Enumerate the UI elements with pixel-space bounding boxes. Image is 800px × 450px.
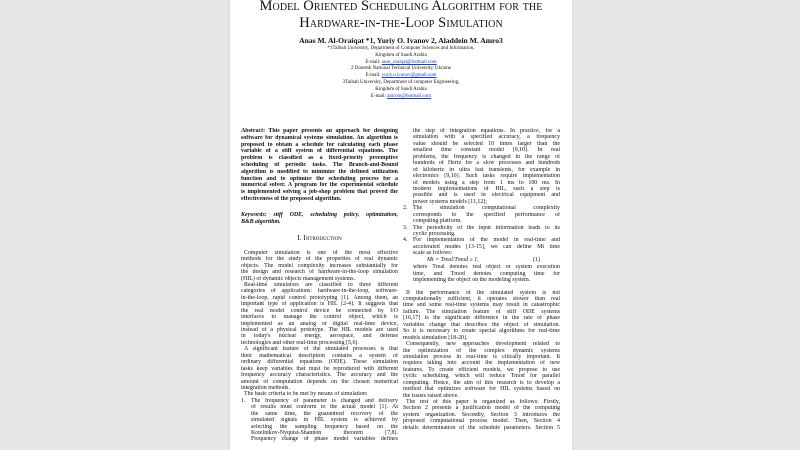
text-line: [16,17] is the significant difference in the rate of phase: [403, 315, 560, 322]
text-line: categories of applications: hardware-in-the-loop, software-: [241, 288, 398, 295]
text-line: in today's nuclear energy, aerospace, and defense: [241, 333, 398, 340]
text-line: The frequency of parameter is changed and delivery: [251, 397, 398, 404]
text-line: simulated signals in HIL system is achieved by: [251, 417, 398, 424]
text-line: Frequency change of phase model variables defines: [251, 436, 398, 443]
text-line: The rest of this paper is organized as follows: Firstly,: [406, 399, 560, 405]
affiliation-text: Kingdom of Saudi Arabia: [375, 52, 427, 58]
equation-number: (1): [533, 256, 540, 263]
text-line: of results must conform to the actual model [1]. At: [251, 404, 398, 411]
list-item: [403, 237, 560, 256]
text-line: software for dynamical systems simulation. An algorithm is: [241, 134, 398, 141]
text-line: failure. The simulation feature of stiff ODE systems: [403, 308, 560, 315]
left-column: [241, 128, 398, 443]
affiliation-line: [230, 80, 572, 87]
text-line: important type of application is HIL [2-4]. It suggests that: [241, 301, 398, 308]
text-line: integration methods.: [241, 384, 290, 391]
authors: Anas M. Al-Oraiqat *1, Yuriy O. Ivanov 2, Aladdein M. Amro3: [299, 36, 503, 45]
list-item-text: [413, 225, 560, 238]
text-line: where Treal denotes real object or system execution: [413, 264, 560, 271]
text-line: the design and research of hardware-in-the-loop simulation: [241, 269, 398, 276]
text-line: The periodicity of the input information leads to its: [413, 224, 560, 231]
affiliation-text: 3Taibah University, Department of computer Engineering,: [342, 79, 460, 85]
paragraph: [403, 399, 560, 431]
text-line: problem is classified as a fixed-priority preemptive: [241, 155, 398, 162]
text-line: The simulation computational complexity: [413, 205, 560, 212]
paragraph: [241, 346, 398, 391]
affiliations: [230, 46, 572, 100]
list-number: 3.: [403, 224, 408, 231]
text-line: For implementation of the model in real-time and: [413, 237, 560, 244]
text-line: computing. Hence, the aim of this research is to develop a: [403, 379, 560, 386]
affiliation-text: Kingdom of Saudi Arabia: [375, 86, 427, 92]
affiliation-line: [230, 53, 572, 60]
text-line: implementing the object on the modeling system.: [413, 277, 531, 284]
text-line: of models using a step from 1 ms to 100 ms. In: [413, 179, 560, 186]
affiliation-line: [230, 73, 572, 80]
text-line: time, and Tmod denotes computing time for: [413, 270, 560, 277]
text-line: proposed computational process model. Then, Section 4: [403, 418, 560, 425]
text-line: time and some real-time systems may result in catastrophic: [403, 302, 560, 309]
text-line: system organization. Secondly, Section 3 introduces the: [403, 411, 560, 418]
text-line: accelerated modes [13-15], we can define Mt time: [413, 243, 560, 250]
text-line: objects. The model complexity increases substantially for: [241, 262, 398, 269]
text-line: problems, the frequency is changed in the range of: [413, 153, 560, 160]
email-link[interactable]: anas_oraiqat@hotmail.com: [381, 59, 437, 65]
text-line: function and to optimize the scheduling process for a: [241, 175, 398, 182]
paper-page: [230, 0, 572, 450]
text-line: scheduling of periodic tasks. The Branch-and-Bound: [241, 161, 398, 168]
affiliation-text: E-mail:: [365, 59, 382, 65]
text-line: possible and is used in electrical equipment and: [413, 192, 560, 199]
affiliation-text: E-mail:: [370, 93, 388, 99]
text-line: computationally sufficient, it operates slower than real: [403, 296, 560, 302]
text-line: Consequently, new approaches development related to: [406, 341, 560, 348]
text-line: corresponds to the specified performance of: [413, 211, 560, 218]
list-item: [241, 398, 398, 443]
list-item-text: [251, 398, 398, 443]
list-number: 4.: [403, 237, 408, 244]
list-number: 2.: [403, 205, 408, 212]
affiliation-line: [230, 87, 572, 94]
text-line: B&B algorithm.: [241, 219, 281, 226]
keywords: [241, 212, 398, 227]
text-line: methods for the study of the properties of real dynamic: [241, 256, 398, 263]
text-line: the optimization of the complex dynamic systems: [403, 347, 560, 354]
text-line: computing platform.: [413, 218, 462, 225]
text-line: instead of a physical prototype. The HIL models are used: [241, 327, 398, 334]
text-line: simulation process in real-time is citically important. It: [403, 353, 560, 360]
text-line: (HIL) of dynamic objects management systems.: [241, 275, 356, 282]
text-line: scale as follows:: [413, 250, 453, 257]
paper-title-line-2: Hardware-in-the-Loop Simulation: [299, 15, 503, 31]
affiliation-text: *1Taibah University, Department of Computer Sciences and Information,: [327, 46, 475, 51]
affiliation-text: 2 Donetsk National Technical University, Ukraine: [350, 66, 452, 72]
text-line: the real model control device be connected by I/O: [241, 307, 398, 314]
paragraph: [241, 282, 398, 346]
text-line: details determination of the schedule parameters. Section 5: [403, 424, 560, 431]
equation-text: Mt = Treal/Tmod ≥ 1,: [427, 256, 479, 263]
text-line: tasks keep variables that must be reproduced with different: [241, 365, 398, 372]
text-line: value should be selected 10 times larger than the: [413, 140, 560, 147]
text-line: Real-time simulators are classified to three different: [244, 281, 398, 288]
text-line: So it is necessary to create special algorithms for real-time: [403, 328, 560, 335]
text-line: simulation with a specified accuracy, a frequency: [413, 134, 560, 141]
text-line: cyclic processing.: [413, 231, 456, 237]
affiliation-line: [230, 60, 572, 67]
list-item: [403, 225, 560, 238]
text-line: algorithm is modified to minimize the defined utilization: [241, 168, 398, 175]
text-line: The basic criteria to be met by means of simulation:: [244, 391, 368, 398]
list-item-text: [413, 237, 560, 256]
paragraph: [403, 290, 560, 342]
text-line: Computer simulation is one of the most effective: [244, 249, 398, 256]
equation: [403, 257, 560, 265]
text-line: of kilohertz in ultra fast transients, for example in: [413, 166, 560, 173]
paragraph: [403, 341, 560, 399]
text-line: selecting the sampling frequency based on the: [251, 423, 398, 430]
email-link[interactable]: yuriy.o.ivanov@gmail.com: [381, 73, 437, 79]
text-line: implemented as an analog or digital real-time device,: [241, 320, 398, 327]
text-line: is implemented solving a job-shop problem that proved the: [241, 189, 398, 196]
text-line: interfaces to manage the control object, which is: [241, 314, 398, 321]
text-line: requires taking into account the implementation of new: [403, 360, 560, 367]
list-continuation: [403, 128, 560, 205]
text-line: their mathematical description contains a system of: [241, 352, 398, 359]
text-line: proposed to obtain a schedule for calculating each phase: [241, 141, 398, 148]
text-line: models simulation [18-20].: [403, 334, 468, 341]
text-line: Keywords: stiff ODE, scheduling policy, optimization,: [241, 211, 398, 218]
text-line: cyclic scheduling, which will reduce Tmod for parallel: [403, 373, 560, 380]
text-line: hundreds of Hertz for a slow processes and hundreds: [413, 160, 560, 167]
abstract: [241, 128, 398, 203]
text-line: the step of integration equations. In practice, for a: [413, 128, 560, 134]
text-line: Abstract: This paper presents an approach for designing: [241, 128, 398, 134]
text-line: electronics [9,10]. Such tasks require implementation: [413, 173, 560, 180]
paper-title-line-1: Model Oriented Scheduling Algorithm for the: [259, 0, 543, 14]
text-line: amount of computation depends on the chosen numerical: [241, 378, 398, 385]
text-line: ordinary differential equations (ODE). These simulation: [241, 359, 398, 366]
text-line: variable of a stiff system of differential equations. The: [241, 148, 398, 155]
text-line: If the performance of the simulated system is not: [406, 289, 560, 296]
text-line: in-the-loop, rapid control prototyping [1]. Among them, an: [241, 294, 398, 301]
text-line: technologies and other real-time processing [5,6].: [241, 339, 359, 346]
text-line: smallest time constant model [9,10]. In real: [413, 147, 560, 154]
text-line: power systems models [11,12];: [413, 198, 487, 205]
list-number: 1.: [241, 397, 246, 404]
paragraph: [241, 250, 398, 282]
right-column: [403, 128, 560, 431]
list-continuation: [403, 264, 560, 283]
text-line: modern implementations of HIL, such a step is: [413, 185, 560, 192]
list-item-text: [413, 205, 560, 224]
affiliation-text: E-mail:: [365, 73, 382, 79]
affiliation-line: [230, 66, 572, 73]
email-link[interactable]: amrom@hotmail.com: [387, 93, 432, 99]
section-heading: I. Introduction: [297, 232, 342, 242]
text-line: the same time, the guaranteed recovery of the: [251, 410, 398, 417]
text-line: A significant feature of the simulated processes is that: [244, 346, 398, 353]
text-line: numerical solver. A program for the experimental schedule: [241, 182, 398, 189]
text-line: Section 2 presents a justification model of the computing: [403, 405, 560, 412]
affiliation-line: [230, 94, 572, 101]
list-item: [403, 205, 560, 224]
text-line: Kotelnikov-Nyquist-Shannon theorem [7,8].: [251, 430, 398, 437]
text-line: method that optimizes software for HIL systems based on: [403, 386, 560, 393]
affiliation-line: [230, 46, 572, 53]
text-line: the issues raised above.: [403, 392, 459, 399]
text-line: effectiveness of the proposed algorithm.: [241, 195, 342, 202]
text-line: variables change that describes the object of simulation.: [403, 321, 560, 328]
text-line: frequency accuracy characteristics. The accuracy and the: [241, 372, 398, 379]
text-line: features. To create efficient models, we propose to use: [403, 366, 560, 373]
